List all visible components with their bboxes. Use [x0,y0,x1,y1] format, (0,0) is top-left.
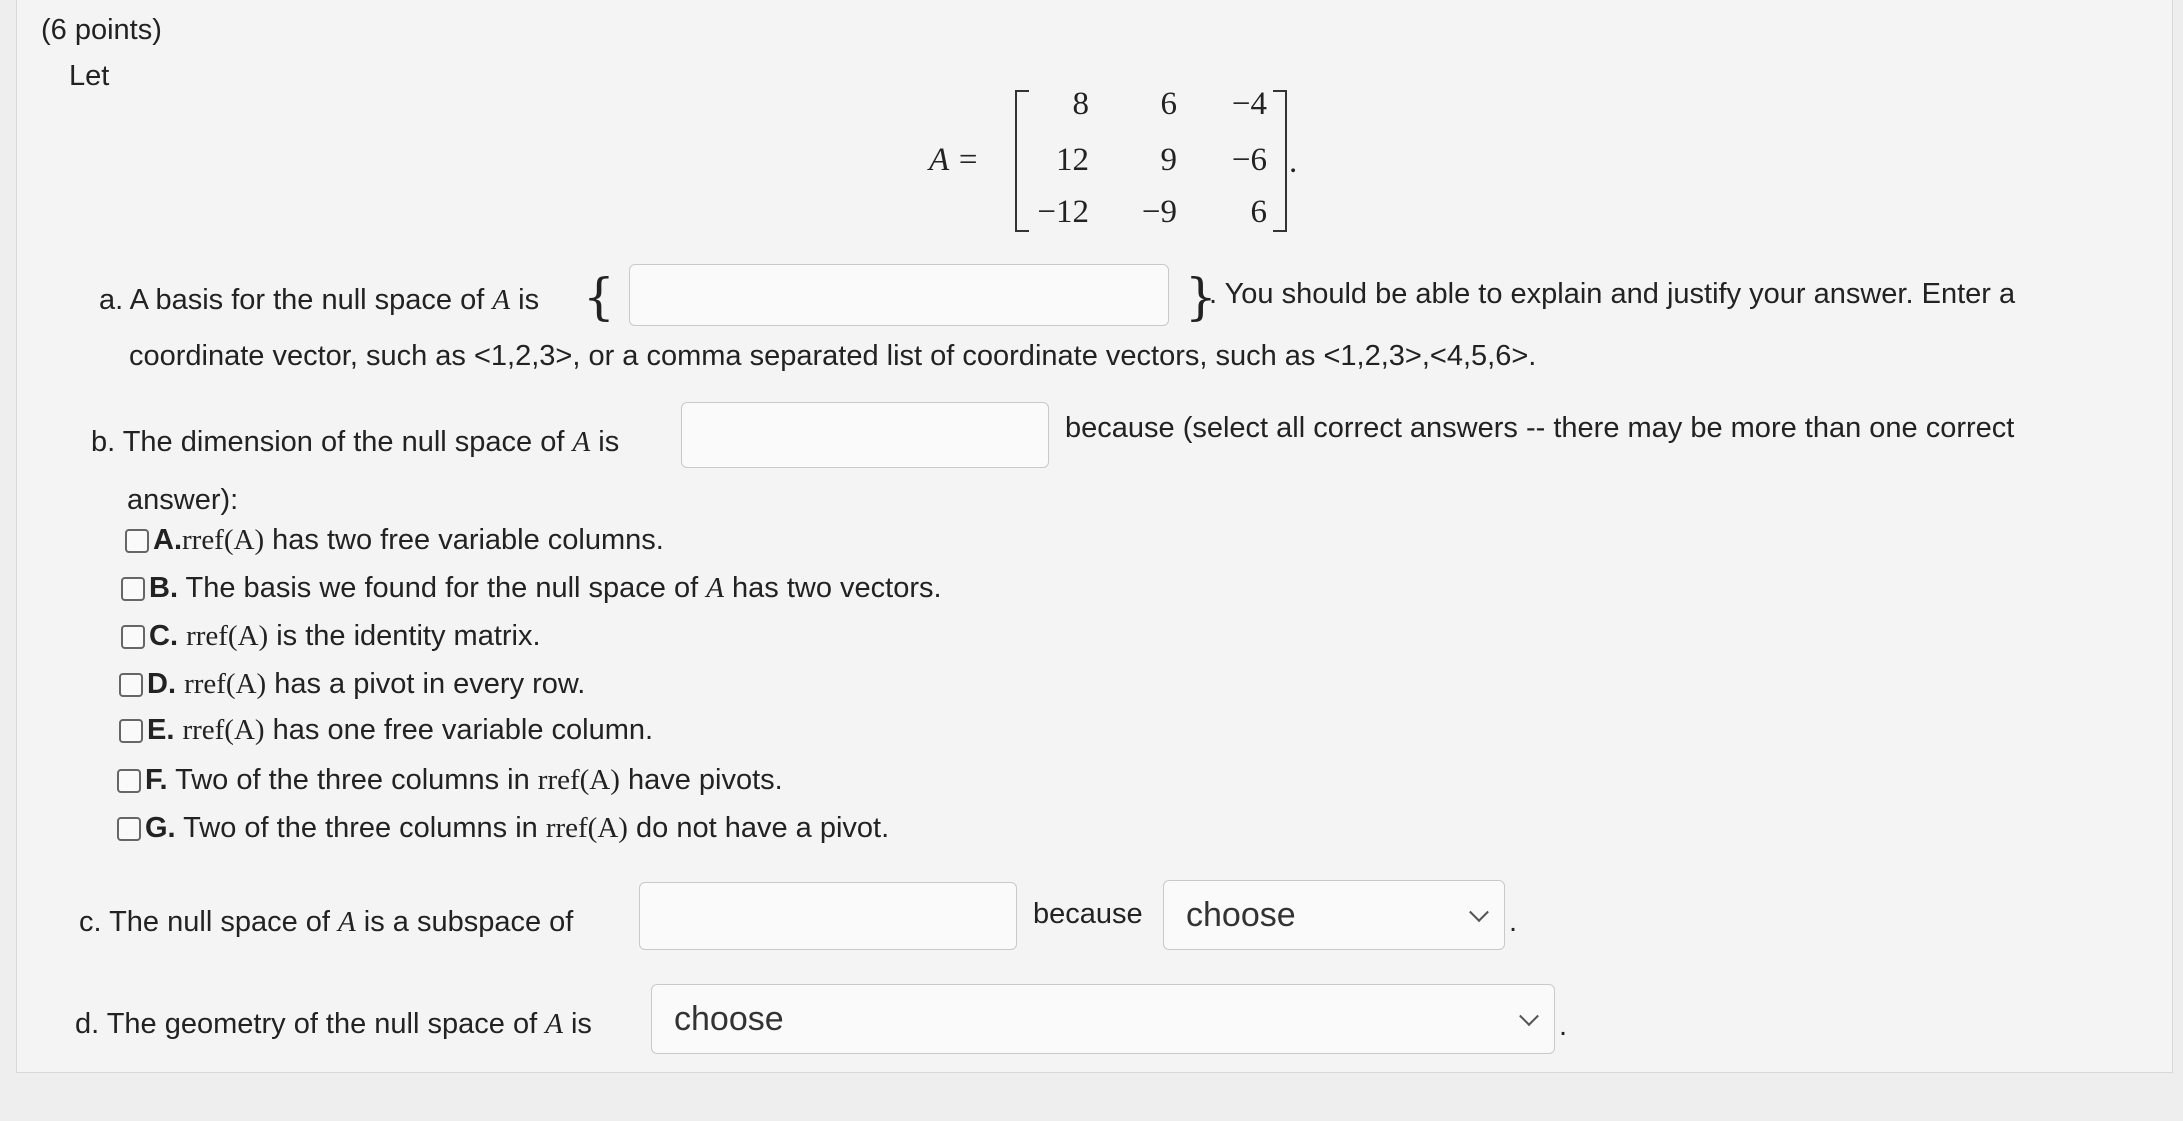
geometry-select[interactable] [651,984,1555,1054]
right-bracket [1273,90,1287,232]
checkbox-c[interactable] [121,625,145,649]
option-text: Two of the three columns in [175,812,546,844]
option-math: rref(A) [182,524,265,556]
part-c-period: . [1509,906,1518,938]
option-letter: C. [149,620,178,652]
option-c[interactable] [121,618,541,654]
part-c-prompt [79,904,573,940]
option-letter: E. [147,714,175,746]
part-b-prefix: b. The dimension of the null space of [91,426,565,458]
checkbox-a[interactable] [125,529,149,553]
part-a-line2: coordinate vector, such as <1,2,3>, or a comma separated list of coordinate vectors, such as <1,2,3>,<4,5,6>. [129,340,1537,372]
checkbox-g[interactable] [117,817,141,841]
part-b-line2: answer): [127,484,239,516]
option-a[interactable] [125,522,664,558]
matrix-period: . [1289,144,1298,180]
option-text: is the identity matrix. [268,620,541,652]
geometry-select-value: choose [674,999,784,1038]
option-text: do not have a pivot. [627,812,890,844]
part-a-var: A [492,284,511,316]
points-label: (6 points) [41,14,162,46]
option-text: The basis we found for the null space of [178,572,707,604]
null-space-basis-input[interactable] [629,264,1169,326]
part-d-period: . [1559,1010,1568,1042]
part-d-prefix: d. The geometry of the null space of [75,1008,538,1040]
matrix-cell: −6 [1231,142,1267,178]
part-a-prompt [99,282,539,318]
part-c-var: A [338,906,356,938]
option-b[interactable] [121,570,942,606]
matrix-lhs: A = [929,142,980,178]
matrix-cell: 12 [1056,142,1089,178]
option-letter: B. [149,572,178,604]
part-c-prefix: c. The null space of [79,906,330,938]
option-math: A [706,572,724,604]
option-math: rref(A) [186,620,269,652]
option-g[interactable] [117,810,889,846]
part-c-because: because [1033,898,1143,930]
part-c-is: is a subspace of [363,906,574,938]
matrix-cell: 9 [1160,142,1177,178]
option-text: has two vectors. [723,572,942,604]
close-brace: } [1185,268,1217,326]
option-f[interactable] [117,762,783,798]
checkbox-f[interactable] [117,769,141,793]
matrix-cell: −12 [1037,194,1089,230]
part-b-is: is [598,426,620,458]
option-math: rref(A) [545,812,628,844]
part-b-prompt [91,424,619,460]
matrix-cell: 6 [1160,86,1177,122]
checkbox-d[interactable] [119,673,143,697]
option-letter: D. [147,668,176,700]
option-letter: G. [145,812,176,844]
part-b-because: because (select all correct answers -- there may be more than one correct [1065,412,2015,444]
option-letter: F. [145,764,168,796]
chevron-down-icon [1469,902,1489,922]
option-text: has a pivot in every row. [266,668,586,700]
part-a-instructions: . You should be able to explain and justify your answer. Enter a [1209,278,2016,310]
option-letter: A. [153,524,182,556]
option-math: rref(A) [184,668,267,700]
part-d-var: A [545,1008,563,1040]
option-d[interactable] [119,666,585,702]
because-select-value: choose [1186,895,1296,934]
part-d-is: is [570,1008,592,1040]
dimension-input[interactable] [681,402,1049,468]
checkbox-b[interactable] [121,577,145,601]
part-a-is: is [518,284,540,316]
let-label: Let [69,60,110,92]
matrix-cell: −4 [1231,86,1267,122]
option-text: Two of the three columns in [167,764,538,796]
part-d-prompt [75,1006,592,1042]
matrix-cell: −9 [1141,194,1177,230]
matrix-cell: 8 [1072,86,1089,122]
checkbox-e[interactable] [119,719,143,743]
part-a-prefix: a. A basis for the null space of [99,284,485,316]
option-math: rref(A) [537,764,620,796]
option-text: have pivots. [619,764,783,796]
because-select[interactable] [1163,880,1505,950]
subspace-input[interactable] [639,882,1017,950]
part-b-var: A [572,426,591,458]
option-math: rref(A) [182,714,265,746]
problem-card [16,0,2173,1073]
option-text: has one free variable column. [264,714,654,746]
open-brace: { [583,268,615,326]
chevron-down-icon [1519,1006,1539,1026]
matrix-cell: 6 [1250,194,1267,230]
option-text: has two free variable columns. [264,524,664,556]
option-e[interactable] [119,712,653,748]
